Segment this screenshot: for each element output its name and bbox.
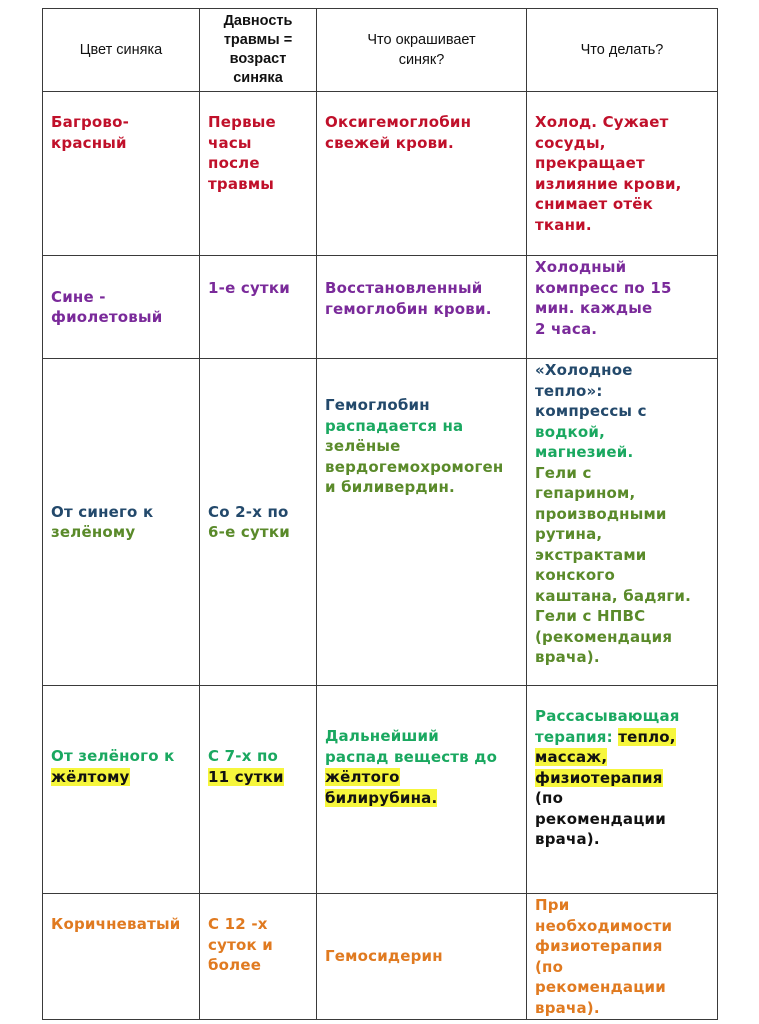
bruise-stage-table bbox=[42, 8, 718, 1020]
highlighted-text: тепло, bbox=[618, 727, 676, 746]
injury-age-cell: Со 2-х по 6-е сутки bbox=[200, 359, 317, 686]
highlighted-text: жёлтого bbox=[325, 768, 400, 786]
table-row bbox=[43, 894, 718, 1020]
header-injury-age: Давность травмы = возраст синяка bbox=[200, 9, 317, 92]
injury-age-cell: С 12 -х суток и более bbox=[200, 894, 317, 1020]
bruise-color-cell: Багрово- красный bbox=[43, 92, 200, 256]
pigment-cell: Гемоглобин распадается на зелёные вердогемохромоген и биливердин. bbox=[317, 359, 527, 686]
header-what-to-do: Что делать? bbox=[527, 9, 718, 92]
pigment-cell: Дальнейший распад веществ до жёлтого билирубина. bbox=[317, 686, 527, 894]
bruise-color-cell: От зелёного к жёлтому bbox=[43, 686, 200, 894]
bruise-color-cell: Коричневатый bbox=[43, 894, 200, 1020]
bruise-color-cell: От синего к зелёному bbox=[43, 359, 200, 686]
pigment-cell: Гемосидерин bbox=[317, 894, 527, 1020]
injury-age-cell: 1-е сутки bbox=[200, 256, 317, 359]
header-bruise-color: Цвет синяка bbox=[43, 9, 200, 92]
action-cell: Рассасывающая терапия: тепло, массаж, физиотерапия (по рекомендации врача). bbox=[527, 686, 718, 894]
table-header-row bbox=[43, 9, 718, 92]
action-cell: Холод. Сужает сосуды, прекращает излияние крови, снимает отёк ткани. bbox=[527, 92, 718, 256]
injury-age-cell: С 7-х по 11 сутки bbox=[200, 686, 317, 894]
table-row bbox=[43, 359, 718, 686]
pigment-cell: Восстановленный гемоглобин крови. bbox=[317, 256, 527, 359]
highlighted-text: билирубина. bbox=[325, 788, 438, 807]
table-row bbox=[43, 686, 718, 894]
bruise-color-cell: Сине - фиолетовый bbox=[43, 256, 200, 359]
pigment-cell: Оксигемоглобин свежей крови. bbox=[317, 92, 527, 256]
injury-age-cell: Первые часы после травмы bbox=[200, 92, 317, 256]
action-cell: «Холодное тепло»: компрессы с водкой, магнезией. Гели с гепарином, производными рутина, экстрактами конского каштана, бадяги. Гели с НПВС (рекомендация врача). bbox=[527, 359, 718, 686]
table-row bbox=[43, 256, 718, 359]
highlighted-text: жёлтому bbox=[51, 767, 130, 786]
highlighted-text: массаж, bbox=[535, 748, 608, 766]
highlighted-text: физиотерапия bbox=[535, 768, 663, 787]
highlighted-text: 11 сутки bbox=[208, 767, 284, 786]
action-cell: Холодный компресс по 15 мин. каждые 2 часа. bbox=[527, 256, 718, 359]
table-row bbox=[43, 92, 718, 256]
action-cell: При необходимости физиотерапия (по рекомендации врача). bbox=[527, 894, 718, 1020]
header-pigment: Что окрашивает синяк? bbox=[317, 9, 527, 92]
